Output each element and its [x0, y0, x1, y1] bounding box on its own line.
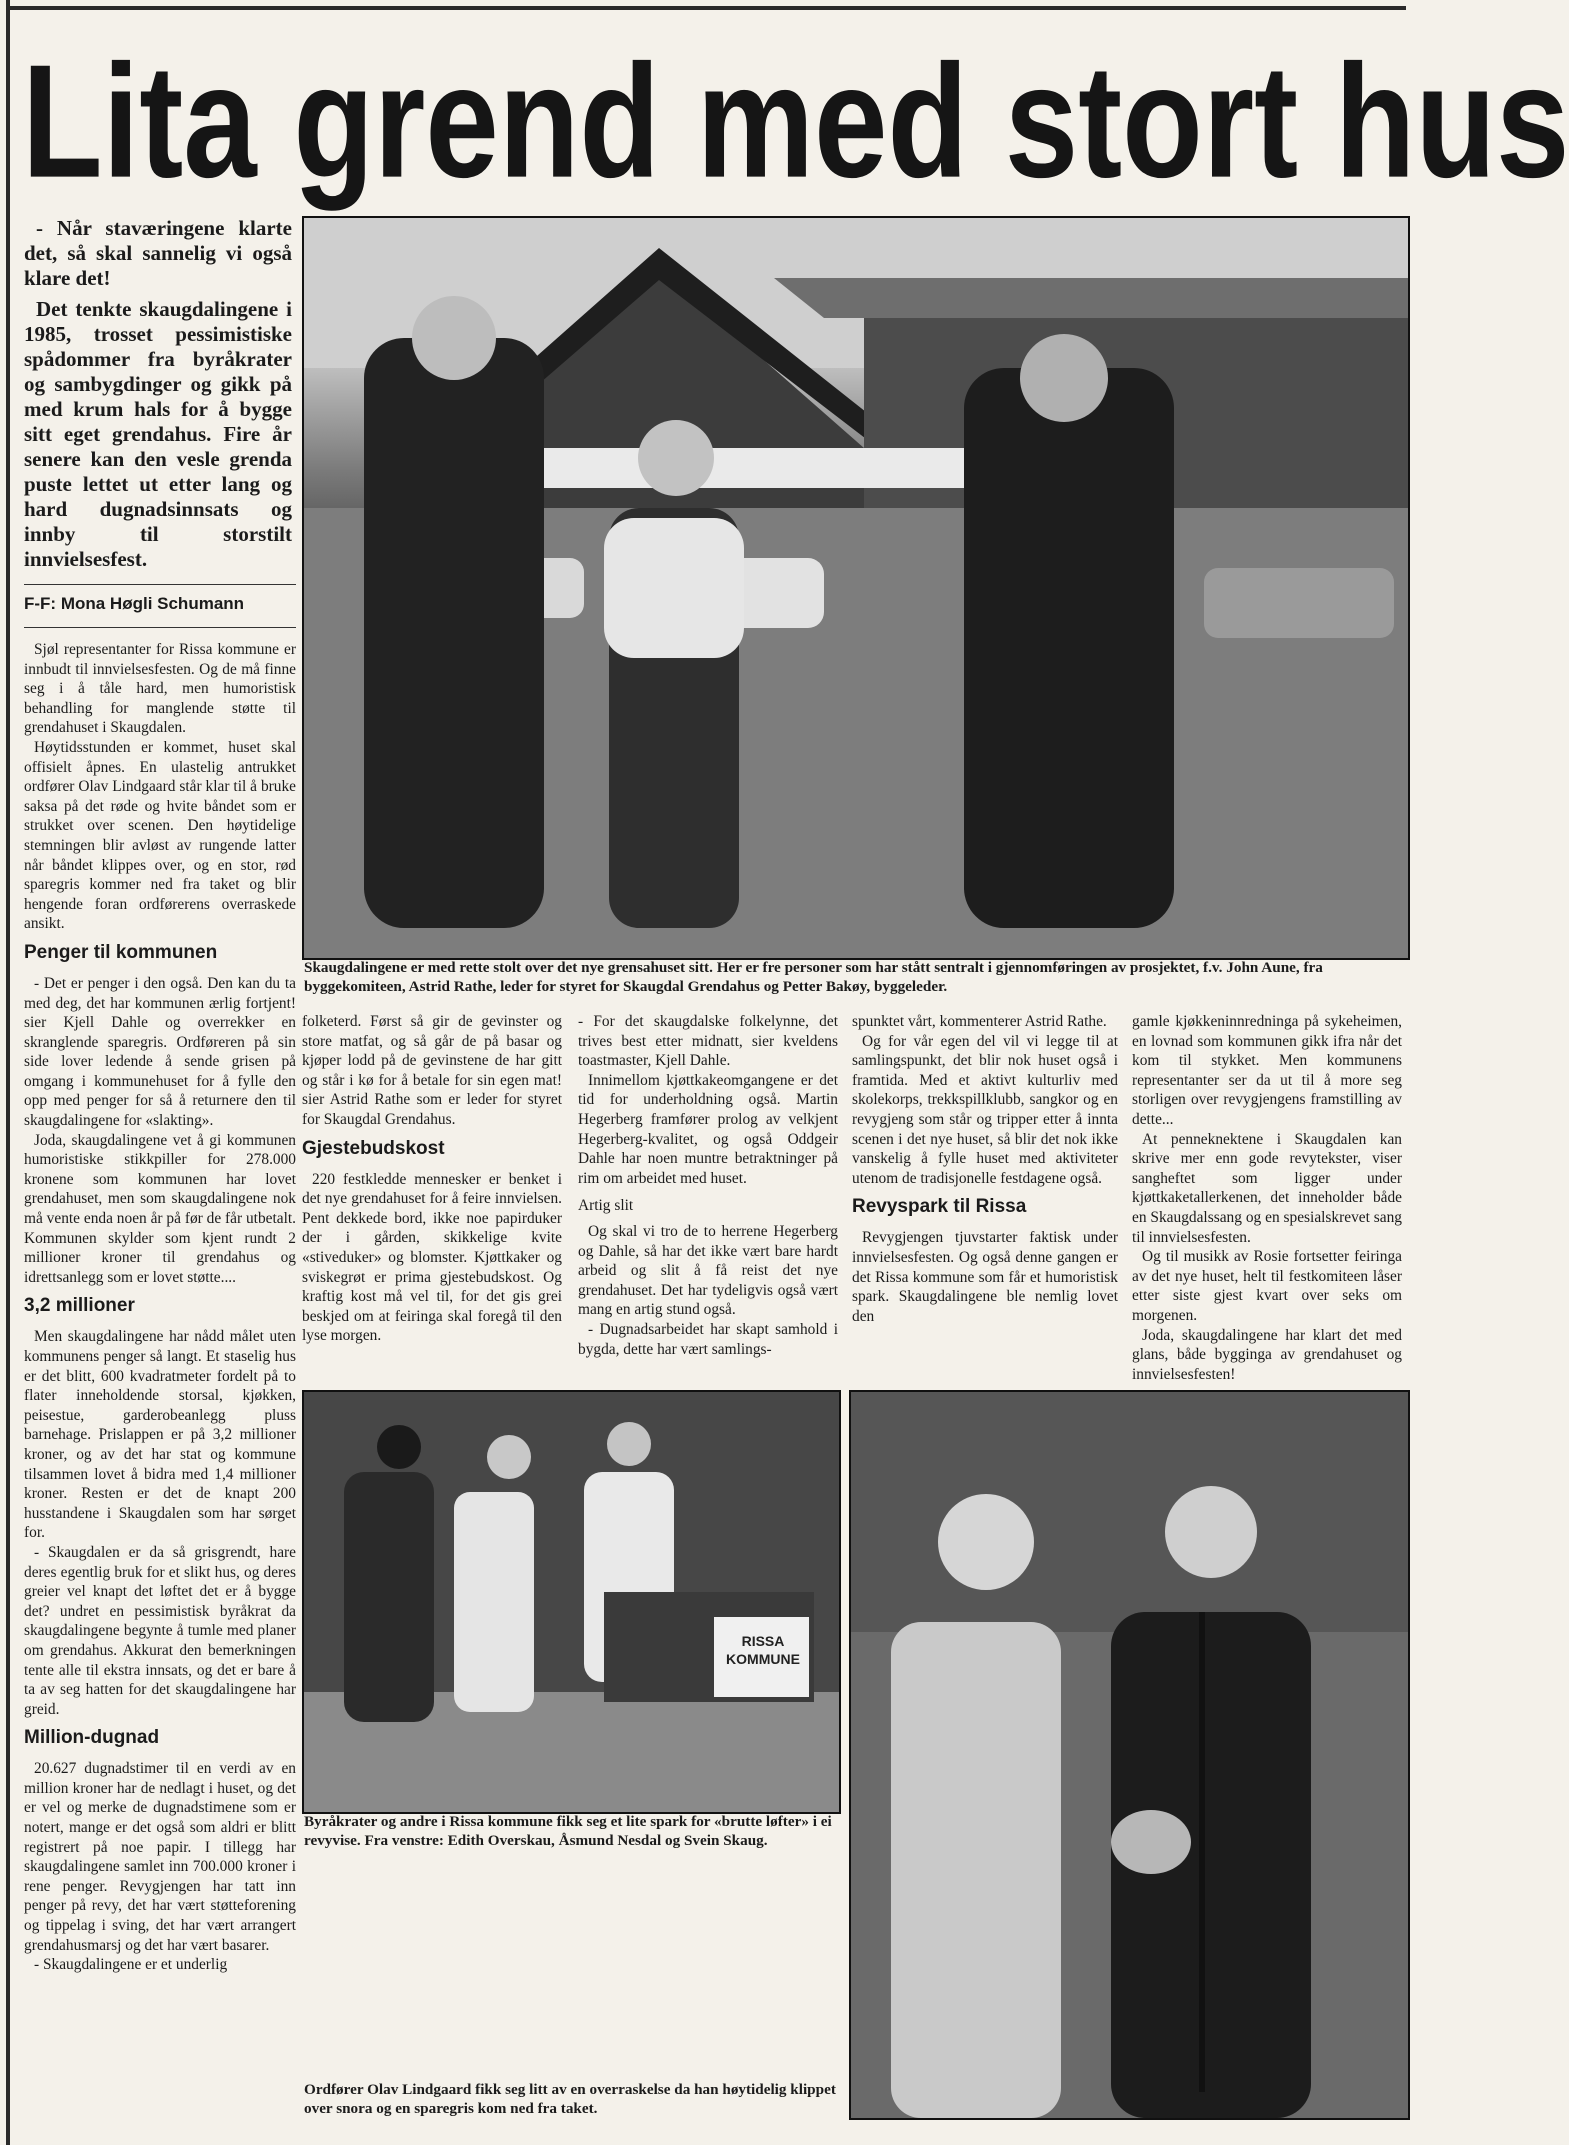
lead-intro: Det tenkte skaugdalingene i 1985, trosset pessimistiske spådommer fra byråkrater og sambygdinger og gikk på med krum hals for å bygge sitt eget grendahus. Fire år senere kan den vesle grenda puste lettet ut etter lang og hard dugnadsinnsats og innby til storstilt innvielsesfest.	[24, 297, 292, 571]
body-paragraph: 20.627 dugnadstimer til en verdi av en million kroner har de nedlagt i huset, og det er vel og merke de dugnadstimene som er notert, mange er det også som aldri er blitt registrert på noe papir. I tillegg har skaugdalingene samlet inn 700.000 kroner i rene penger. Revygjengen har tatt inn penger på revy, det har vært støtteforening og tippelag i sving, det har vært arrangert grendahusmarsj og det har vært basarer.	[24, 1760, 296, 1954]
body-paragraph: Høytidsstunden er kommet, huset skal offisielt åpnes. En ulastelig antrukket ordfører Olav Lindgaard står klar til å bruke saksa på det røde og hvite båndet som er strukket over scenen. Den høytidelige stemningen blir avløst av rungende latter når båndet klippes over, og en stor, rød sparegris kommer ned fra taket og blir hengende foran ordførerens overraskede ansikt.	[24, 738, 296, 933]
subheading-gjestebudskost: Gjestebudskost	[302, 1137, 445, 1159]
body-paragraph: Joda, skaugdalingene vet å gi kommunen humoristiske stikkpiller for 278.000 kronene som kommunen har lovet grendahuset, men som skaugdalingene nok må vente enda noen år på før de får utbetalt. Kommunen skylder som kjent rundt 2 millioner kroner til grendahus og idrettsanlegg som er lovet støtte....	[24, 1131, 296, 1286]
body-paragraph: - Dugnadsarbeidet har skapt samhold i bygda, dette har vært samlings-	[578, 1320, 838, 1358]
body-paragraph: Og for vår egen del vil vi legge til at samlingspunkt, det blir nok huset også i framtida. Med et aktivt kulturliv med skolekorps, trekkspillklubb, sangkor og en revygjeng som står og tripper etter å innta scenen i det nye huset, så blir det nok ikke vanskelig å fylle huset med aktiviteter utenom de tradisjonelle festdagene også.	[852, 1032, 1118, 1187]
subheading-revyspark: Revyspark til Rissa	[852, 1196, 1027, 1218]
body-paragraph: 220 festkledde mennesker er benket i det nye grendahuset for å feire innvielsen. Pent dekkede bord, ikke noe papirduker der i gården, skikkelige kvite «stiveduker» og blomster. Kjøttkaker og sviskegrøt er prima gjestebudskost. Og kraftig kost må vel til, for det gis grei beskjed om at feiringa skal foregå til den lyse morgen.	[302, 1170, 562, 1345]
photo-revy-illustration	[304, 1392, 839, 1812]
caption-stage-photo: Byråkrater og andre i Rissa kommune fikk seg et lite spark for «brutte løfter» i ei revyvise. Fra venstre: Edith Overskau, Åsmund Nesdal og Svein Skaug.	[304, 1813, 832, 1849]
body-paragraph: Og til musikk av Rosie fortsetter feiringa av det nye huset, helt til festkomiteen låser etter siste gjest kvart over seks om morgenen.	[1132, 1248, 1402, 1324]
column-5	[1132, 1012, 1402, 1384]
photo-ordforer	[849, 1390, 1410, 2120]
photo-revy-stage	[302, 1390, 841, 1814]
photo-grendahus-illustration	[304, 218, 1408, 958]
body-paragraph: Og skal vi tro de to herrene Hegerberg og Dahle, så har det ikke vært bare hardt arbeid og slit å få reist det nye grendahuset. Det har tydeligvis også vært mang en artig stund også.	[578, 1222, 838, 1319]
top-border-rule	[6, 6, 1406, 10]
body-paragraph: - Det er penger i den også. Den kan du ta med deg, det har kommunen ærlig fortjent! sier Kjell Dahle og overrekker en skranglende sparegris. Ordføreren på sin side lover ledende å sende grisen på omgang i kommunehuset for å fylle den opp med penger for så å returnere den til skaugdalingene for «slakting».	[24, 974, 296, 1130]
body-paragraph: At penneknektene i Skaugdalen kan skrive mer enn gode revytekster, viser sangheftet som ligger under kjøttkaketallerkenen, det inneholder både en Skaugdalssang og en spesialskrevet sang til innvielsesfesten.	[1132, 1130, 1402, 1246]
subheading-artig-slit: Artig slit	[578, 1197, 634, 1215]
byline-rule-top	[24, 584, 296, 585]
stage-sign-text: RISSA KOMMUNE	[726, 1633, 800, 1667]
body-paragraph: - Skaugdalen er da så grisgrendt, hare deres egentlig bruk for et slikt hus, og deres greier vel knapt det løftet det er å bygge det? undret en pessimistisk byråkrat da skaugdalingene begynte å tumle med planer om grendahus. Akkurat den bemerkningen tente alle til ekstra innsats, og det er bare å ta av seg hatten for det skaugdalingene har greid.	[24, 1543, 296, 1718]
column-3	[578, 1012, 838, 1359]
body-paragraph: - Skaugdalingene er et underlig	[34, 1956, 228, 1974]
lead-quote: - Når staværingene klarte det, så skal sannelig vi også klare det!	[24, 216, 292, 290]
byline: F-F: Mona Høgli Schumann	[24, 594, 245, 613]
photo-ordforer-illustration	[851, 1392, 1408, 2118]
photo-grendahus	[302, 216, 1410, 960]
subheading-dugnad: Million-dugnad	[24, 1727, 160, 1749]
body-paragraph: gamle kjøkkeninnredninga på sykeheimen, en lovnad som kommunen gikk ifra når det kom til stykket. Men kommunens representanter ser da ut til å more seg storligen over revygjengens framstilling av dette...	[1132, 1013, 1402, 1128]
caption-mic-photo: Ordfører Olav Lindgaard fikk seg litt av en overraskelse da han høytidelig klippet over snora og en sparegris kom ned fra taket.	[304, 2081, 836, 2117]
body-paragraph: Innimellom kjøttkakeomgangene er det tid for underholdning også. Martin Hegerberg framfører prolog av velkjent Hegerberg-kvalitet, og også Oddgeir Dahle har noen muntre betraktninger på rim om arbeidet med huset.	[578, 1071, 838, 1187]
subheading-millioner: 3,2 millioner	[24, 1295, 135, 1317]
column-2	[302, 1012, 562, 1346]
caption-main-photo: Skaugdalingene er med rette stolt over det nye grensahuset sitt. Her er fre personer som har stått sentralt i gjennomføringen av prosjektet, f.v. John Aune, fra byggekomiteen, Astrid Rathe, leder for styret for Skaugdal Grendahus og Petter Bakøy, byggeleder.	[304, 959, 1323, 995]
body-paragraph: Revygjengen tjuvstarter faktisk under innvielsesfesten. Og også denne gangen er det Rissa kommune som får et humoristisk spark. Skaugdalingene ble nemlig lovet den	[852, 1229, 1118, 1325]
left-border-rule	[6, 0, 10, 2145]
column-1	[24, 640, 296, 1975]
body-paragraph: Sjøl representanter for Rissa kommune er innbudt til innvielsesfesten. Og de må finne seg i å tåle hard, men humoristisk behandling for manglende støtte til grendahuset i Skaugdalen.	[24, 641, 296, 737]
column-4	[852, 1012, 1118, 1326]
headline: Lita grend med stort hus	[22, 31, 1569, 211]
body-paragraph: spunktet vårt, kommenterer Astrid Rathe.	[852, 1013, 1107, 1030]
lead-paragraphs	[24, 216, 292, 578]
byline-rule-bottom	[24, 627, 296, 628]
body-paragraph: Joda, skaugdalingene har klart det med glans, både bygginga av grendahuset og innvielsesfesten!	[1132, 1326, 1402, 1383]
body-paragraph: - For det skaugdalske folkelynne, det trives best etter midnatt, sier kveldens toastmaster, Kjell Dahle.	[578, 1013, 838, 1070]
body-paragraph: folketerd. Først så gir de gevinster og store matfat, og så går de på basar og kjøper lodd på de gevinstene de har gitt og står i kø for å betale for sin egen mat! sier Astrid Rathe som er leder for styret for Skaugdal Grendahus.	[302, 1013, 562, 1128]
body-paragraph: Men skaugdalingene har nådd målet uten kommunens penger så langt. Et staselig hus er det blitt, 600 kvadratmeter fordelt på to flater inneholdende storsal, kjøkken, peisestue, garderobeanlegg pluss barnehage. Prislappen er på 3,2 millioner kroner, og av det har stat og kommune tilsammen lovet å bidra med 1,4 millioner kroner. Resten er det de knapt 200 husstandene i Skaugdalen som har sørget for.	[24, 1328, 296, 1542]
subheading-penger: Penger til kommunen	[24, 941, 218, 963]
